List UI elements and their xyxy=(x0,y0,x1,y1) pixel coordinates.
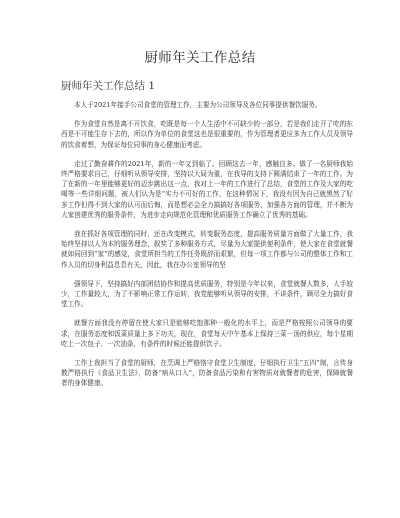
document-body xyxy=(61,100,353,398)
paragraph-2: 作为食堂自然是离不开饮食，吃既是每一个人生活中不可缺少的一部分，若是我们走开了吃的东西是不可能生存下去的，所以作为单位的食堂这也是很重要的，作为管理者更应多为工作人员及领导的饮食着想，为保证每位同事的身心健康而考虑。 xyxy=(61,120,353,149)
paragraph-6: 就餐方面我没有停留在使大家只是能够吃饱那种一般化的水平上，而是严格按照公司领导的要求，在服务态度和饭菜质量上多下功夫，现在，食堂每天中午基本上保持三菜一汤的供应，每个星期吃上一次包子、一次油条，有条件的时候还能提供饮子。 xyxy=(61,319,353,348)
paragraph-7: 工作上我担当了食堂的厨师，在烹调上严格恪守食堂卫生制度，仔细执行卫生“五四”制，言传身教严格执行《食品卫生法》，防备“病从口入”，防备食品污染和有害物质对就餐者的危害，保障就餐者的身体健康。 xyxy=(61,359,353,388)
section-heading: 厨师年关工作总结 1 xyxy=(61,80,156,92)
paragraph-4: 我在抓好各项管理的同时，还在改变模式，转变服务态度，提高服务质量方面做了大量工作，我始终坚持以人为本的服务理念，叙奖了多种服务方式，尽量为大家提供便利条件，使大家在食堂就餐就如同回到“家”的感觉，食堂所担当的工作任务既辞而艰繁，但每一项工作都与公司的整体工作和工作人员的切身利益息息有关，因此，我在办公室领导的坚 xyxy=(61,230,353,269)
paragraph-1: 本人于2021年接手公司食堂的管理工作，主要为公司领导及各位同事提供餐饮服务。 xyxy=(74,101,322,109)
paragraph-5: 强领导下，坚持搞好内部团结协作和提高优质服务，特别是今年以来，食堂就餐人数多，人手较少，工作量较大，为了不影响正常工作运转，我党能够听从领导的安排，不讲条件，顾尽全力搞好食堂工作。 xyxy=(61,279,353,309)
paragraph-3: 走过了勤奋耕作的2021年，新的一年又到临了。回顾这去一年，感触良多。做了一名厨师我始终严格要求自己，仔细听从领导安排，坚持以大局为重，在我导的支持下圆满结束了一年的工作。为了在新的一年里能够更好的迈步跳出这一点，我对上一年的工作进行了总结，食堂的工作及大家的吃喝等一些详细问题，被人们认为是“实力不可好的工作，在这种情况下，我没有因为自己就黑然了好多工作但得不到大家的认可而后悔，而是想必会全力搞搞好各项服务，加强各方面的管理，并不断为大家创建优秀的服务条件，为进步走向规范化管理和优质服务工作确立了优秀的基础。 xyxy=(61,159,353,219)
document-title: 厨师年关工作总结 xyxy=(144,50,256,66)
